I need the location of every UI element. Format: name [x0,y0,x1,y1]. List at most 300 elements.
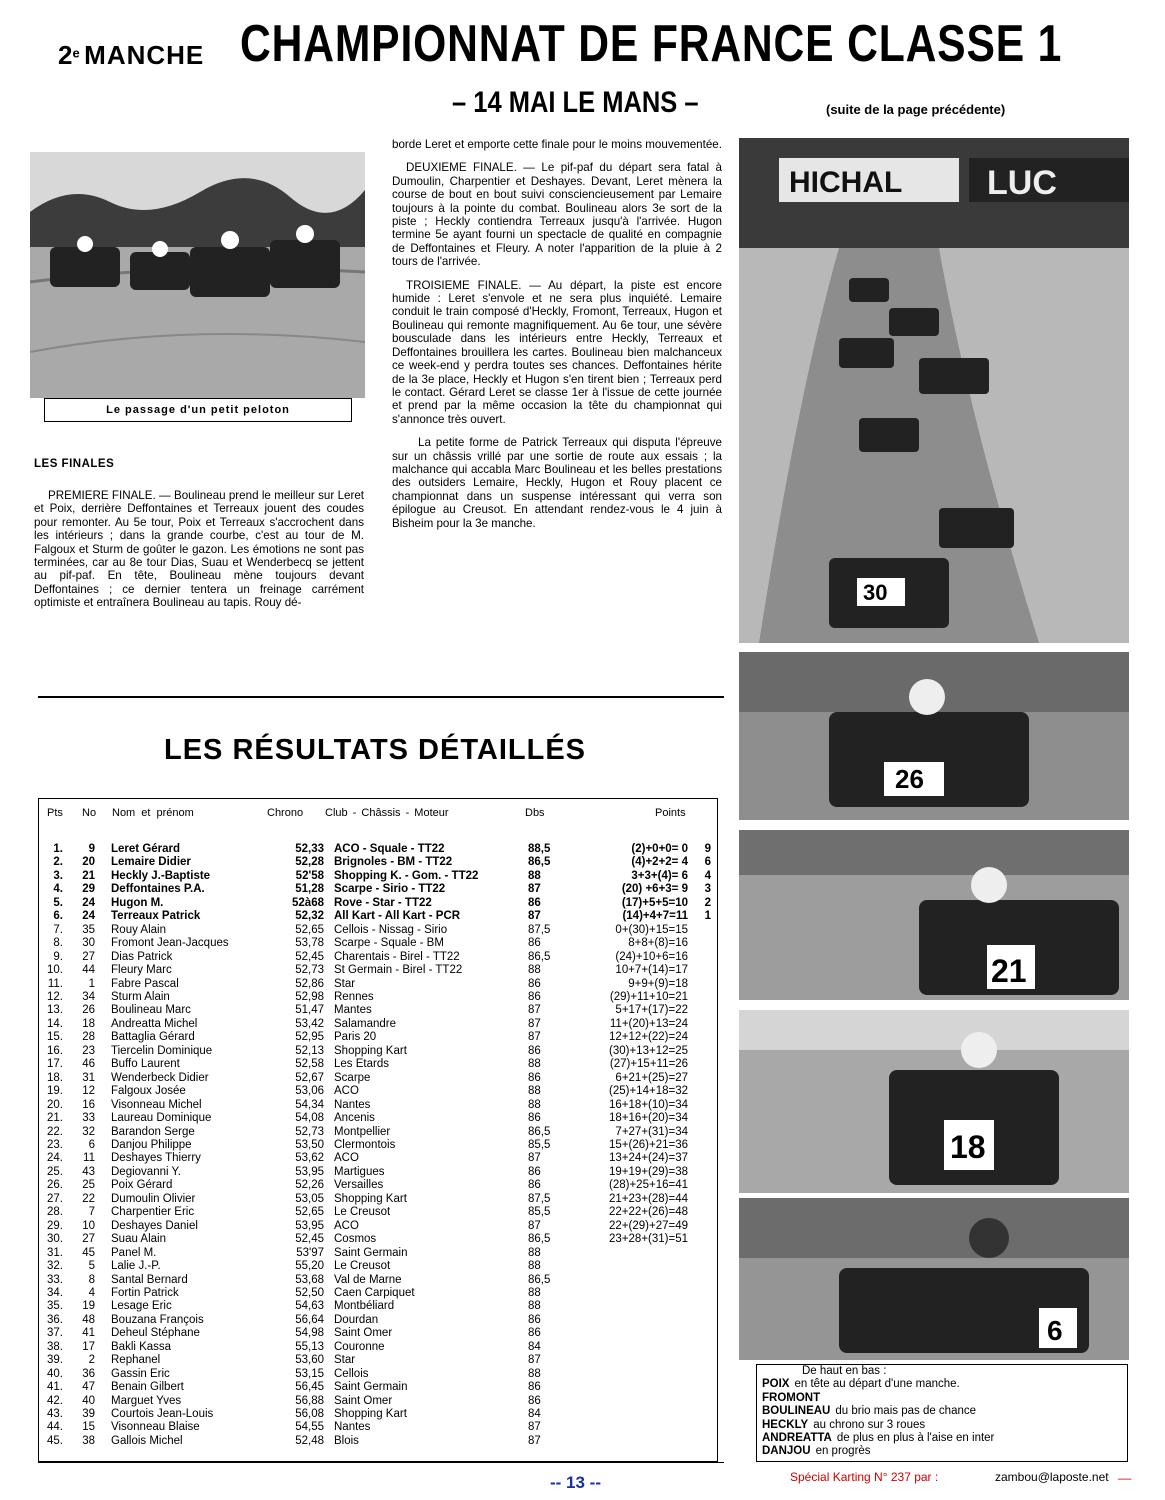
cell-club: Martigues [334,1165,385,1178]
table-row [39,1058,717,1071]
cell-name: Marguet Yves [111,1394,182,1407]
cell-club: Rennes [334,990,374,1003]
cell-dbs: 86,5 [528,1125,551,1138]
cell-name: Heckly J.-Baptiste [111,869,211,882]
cell-chrono: 54,63 [295,1300,324,1313]
table-row [39,964,717,977]
cell-bonus [694,1327,717,1340]
cell-chrono: 55,20 [295,1260,324,1273]
cell-dbs: 88 [528,1300,541,1313]
cell-chrono: 52,58 [295,1058,324,1071]
cell-number: 7 [88,1206,95,1219]
cell-points: 9+9+(9)=18 [628,977,688,990]
cell-name: Boulineau Marc [111,1004,191,1017]
cell-number: 30 [82,937,95,950]
photo-kart-18 [739,1010,1129,1193]
cell-number: 31 [82,1071,95,1084]
cell-chrono: 56,88 [295,1394,324,1407]
cell-club: Shopping Kart [334,1192,407,1205]
cell-chrono: 54,55 [295,1421,324,1434]
cell-chrono: 56,45 [295,1381,324,1394]
cell-bonus [694,1045,717,1058]
kart-number-2: 26 [895,764,924,794]
cell-chrono: 53,15 [295,1367,324,1380]
cell-chrono: 53,60 [295,1354,324,1367]
cell-number: 10 [82,1219,95,1232]
cell-number: 21 [82,869,95,882]
cell-points: 18+16+(20)=34 [609,1112,688,1125]
cell-chrono: 53,78 [295,937,324,950]
cell-club: Cosmos [334,1233,377,1246]
cell-name: Wenderbeck Didier [111,1071,209,1084]
cell-bonus [694,951,717,964]
kart-number-3: 21 [991,953,1027,989]
cell-club: Brignoles - BM - TT22 [334,856,453,869]
table-row [39,1085,717,1098]
table-row [39,870,717,883]
cell-number: 47 [82,1381,95,1394]
cell-chrono: 52,32 [295,910,324,923]
cell-chrono: 53,05 [295,1192,324,1205]
cell-dbs: 88 [528,869,541,882]
cell-dbs: 84 [528,1408,541,1421]
cell-club: Scarpe - Squale - BM [334,937,444,950]
cell-dbs: 88 [528,964,541,977]
cell-chrono: 52,67 [295,1071,324,1084]
cell-bonus [694,1341,717,1354]
cell-points: 21+23+(28)=44 [609,1192,688,1205]
cell-chrono: 53'97 [296,1246,324,1259]
round-label [58,40,204,71]
cell-number: 8 [88,1273,95,1286]
cell-rank: 30. [47,1233,63,1246]
cell-rank: 33. [47,1273,63,1286]
cell-rank: 27. [47,1192,63,1205]
cell-dbs: 86,5 [528,950,551,963]
cell-rank: 6. [53,910,63,923]
cell-chrono: 52,86 [295,977,324,990]
cell-name: Dias Patrick [111,950,173,963]
cell-name: Rouy Alain [111,923,166,936]
cell-name: Fortin Patrick [111,1286,179,1299]
cell-club: Salamandre [334,1017,397,1030]
cell-name: Sturm Alain [111,990,170,1003]
cell-bonus [694,1354,717,1367]
cell-name: Lalie J.-P. [111,1260,161,1273]
caption-text: en progrès [815,1445,871,1458]
cell-bonus: 3 [704,883,711,896]
cell-club: All Kart - All Kart - PCR [334,910,461,923]
kart-number-4: 18 [950,1129,986,1165]
cell-dbs: 88 [528,1058,541,1071]
caption-line [762,1378,1127,1391]
cell-name: Benain Gilbert [111,1381,184,1394]
cell-number: 2 [88,1354,95,1367]
cell-chrono: 51,47 [295,1004,324,1017]
cell-points: 7+27+(31)=34 [615,1125,688,1138]
cell-name: Bakli Kassa [111,1340,172,1353]
cell-dbs: 86,5 [528,1233,551,1246]
col-header-pts: Pts [47,807,63,819]
page-number: -- 13 -- [550,1473,601,1492]
cell-rank: 43. [47,1408,63,1421]
caption-subject: POIX [762,1378,790,1391]
cell-dbs: 86 [528,1394,541,1407]
finales-heading: LES FINALES [34,458,115,470]
cell-rank: 34. [47,1286,63,1299]
cell-number: 22 [82,1192,95,1205]
cell-rank: 18. [47,1071,63,1084]
footer-rule [38,1462,724,1463]
cell-rank: 2. [53,856,63,869]
cell-name: Deheul Stéphane [111,1327,200,1340]
cell-name: Leret Gérard [111,843,181,855]
cell-dbs: 87 [528,910,541,923]
cell-dbs: 86 [528,990,541,1003]
first-final-continued: borde Leret et emporte cette finale pour le moins mouvementée. [392,138,722,151]
cell-dbs: 87,5 [528,1192,551,1205]
cell-chrono: 55,13 [295,1340,324,1353]
cell-points: 6+21+(25)=27 [615,1071,688,1084]
table-row [39,1018,717,1031]
table-row [39,897,717,910]
cell-chrono: 52,65 [295,1206,324,1219]
round-suffix: e [72,45,80,61]
cell-number: 5 [88,1260,95,1273]
cell-rank: 32. [47,1260,63,1273]
cell-name: Gallois Michel [111,1434,183,1447]
cell-name: Visonneau Blaise [111,1421,200,1434]
cell-dbs: 86 [528,1179,541,1192]
table-row [39,1247,717,1260]
photo-kart-21 [739,830,1129,1000]
caption-subject: HECKLY [762,1418,809,1431]
cell-club: Shopping Kart [334,1408,407,1421]
cell-number: 34 [82,990,95,1003]
cell-dbs: 87 [528,883,541,896]
cell-rank: 35. [47,1300,63,1313]
table-row [39,1045,717,1058]
cell-points: (25)+14+18=32 [609,1085,688,1098]
cell-rank: 39. [47,1354,63,1367]
cell-points: (28)+25+16=41 [609,1179,688,1192]
cell-points: 22+22+(26)=48 [609,1206,688,1219]
cell-number: 39 [82,1408,95,1421]
cell-name: Laureau Dominique [111,1112,212,1125]
cell-bonus [694,1247,717,1260]
cell-club: Caen Carpiquet [334,1286,415,1299]
cell-number: 24 [82,910,95,923]
cell-name: Fromont Jean-Jacques [111,937,229,950]
cell-points [572,1287,694,1300]
cell-club: Le Creusot [334,1206,391,1219]
cell-points: (20) +6+3= 9 [621,883,688,896]
cell-number: 25 [82,1179,95,1192]
cell-number: 23 [82,1044,95,1057]
cell-chrono: 53,68 [295,1273,324,1286]
cell-bonus [694,1193,717,1206]
caption-text: De haut en bas : [802,1365,887,1377]
cell-points: 23+28+(31)=51 [609,1233,688,1246]
caption-line [762,1365,1127,1378]
cell-number: 45 [82,1246,95,1259]
cell-club: ACO - Squale - TT22 [334,843,445,855]
cell-chrono: 52,26 [295,1179,324,1192]
banner-right-text: LUC [987,164,1057,202]
cell-rank: 23. [47,1138,63,1151]
cell-chrono: 52,65 [295,923,324,936]
table-row [39,1287,717,1300]
cell-dbs: 87 [528,1354,541,1367]
cell-bonus [694,1287,717,1300]
cell-dbs: 86,5 [528,856,551,869]
cell-dbs: 87 [528,1004,541,1017]
caption-text: au chrono sur 3 roues [813,1418,926,1431]
cell-name: Deshayes Thierry [111,1152,201,1165]
cell-points: 22+(29)+27=49 [609,1219,688,1232]
cell-club: Cellois - Nissag - Sirio [334,923,448,936]
cell-points [572,1395,694,1408]
page-title: CHAMPIONNAT DE FRANCE CLASSE 1 [240,15,1063,73]
kart-number-5: 6 [1047,1315,1063,1346]
cell-dbs: 87 [528,1152,541,1165]
table-row [39,1004,717,1017]
cell-dbs: 85,5 [528,1206,551,1219]
cell-bonus [694,937,717,950]
cell-points: (29)+11+10=21 [609,990,688,1003]
cell-rank: 29. [47,1219,63,1232]
cell-dbs: 86,5 [528,1273,551,1286]
cell-points: (17)+5+5=10 [621,896,688,909]
cell-club: ACO [334,1085,359,1098]
cell-name: Poix Gérard [111,1179,173,1192]
cell-name: Bouzana François [111,1313,204,1326]
cell-club: Dourdan [334,1313,379,1326]
table-row [39,937,717,950]
cell-number: 4 [88,1286,95,1299]
cell-rank: 20. [47,1098,63,1111]
cell-number: 18 [82,1017,95,1030]
table-row [39,1072,717,1085]
cell-dbs: 86 [528,1071,541,1084]
col-header-points: Points [655,807,686,819]
cell-club: Nantes [334,1098,371,1111]
cell-number: 24 [82,896,95,909]
cell-bonus [694,1220,717,1233]
table-row [39,1193,717,1206]
cell-name: Dumoulin Olivier [111,1192,196,1205]
cell-rank: 16. [47,1044,63,1057]
cell-bonus [694,1300,717,1313]
cell-rank: 28. [47,1206,63,1219]
cell-chrono: 52à68 [292,896,324,909]
cell-chrono: 54,98 [295,1327,324,1340]
cell-number: 46 [82,1058,95,1071]
cell-chrono: 53,95 [295,1165,324,1178]
cell-club: Scarpe - Sirio - TT22 [334,883,446,896]
caption-line [762,1392,1127,1405]
table-row [39,1435,717,1448]
cell-rank: 21. [47,1112,63,1125]
cell-points [572,1381,694,1394]
cell-name: Deshayes Daniel [111,1219,198,1232]
cell-number: 29 [82,883,95,896]
cell-points [572,1341,694,1354]
cell-name: Lesage Eric [111,1300,172,1313]
table-row [39,1206,717,1219]
text-column-middle [392,138,722,540]
caption-subject: ANDREATTA [762,1432,832,1445]
results-table-frame [38,798,718,1462]
cell-name: Danjou Philippe [111,1138,192,1151]
photos-caption-box [756,1364,1128,1462]
cell-rank: 5. [53,896,63,909]
cell-name: Fabre Pascal [111,977,179,990]
table-row [39,1368,717,1381]
cell-points: (24)+10+6=16 [615,950,688,963]
cell-dbs: 86 [528,1112,541,1125]
photo-start [739,138,1129,643]
cell-bonus [694,1139,717,1152]
cell-rank: 44. [47,1421,63,1434]
cell-dbs: 87 [528,1031,541,1044]
col-header-club: Club - Châssis - Moteur [325,807,449,819]
caption-text: du brio mais pas de chance [835,1405,977,1418]
text-column-left [34,489,364,620]
cell-rank: 26. [47,1179,63,1192]
cell-chrono: 52'58 [295,869,324,882]
caption-line [762,1445,1127,1458]
cell-name: Hugon M. [111,896,164,909]
cell-points: (4)+2+2= 4 [631,856,688,869]
footer-credit: Spécial Karting N° 237 par : [790,1470,939,1484]
cell-number: 6 [88,1138,95,1151]
cell-name: Panel M. [111,1246,157,1259]
cell-bonus [694,978,717,991]
cell-bonus [694,1004,717,1017]
cell-dbs: 88 [528,1246,541,1259]
cell-chrono: 53,42 [295,1017,324,1030]
cell-points [572,1260,694,1273]
table-row [39,1354,717,1367]
cell-points: 12+12+(22)=24 [609,1031,688,1044]
cell-points [572,1327,694,1340]
kart-number-1: 30 [863,580,888,605]
photo-kart-26 [739,652,1129,820]
round-number: 2 [58,40,73,70]
photos-caption [757,1365,1127,1459]
caption-subject: BOULINEAU [762,1405,831,1418]
cell-number: 35 [82,923,95,936]
cell-dbs: 86 [528,977,541,990]
cell-rank: 42. [47,1394,63,1407]
cell-rank: 14. [47,1017,63,1030]
cell-dbs: 86 [528,1165,541,1178]
cell-bonus [694,1166,717,1179]
cell-name: Gassin Eric [111,1367,170,1380]
cell-bonus [694,1435,717,1448]
table-row [39,1139,717,1152]
table-row [39,843,717,856]
cell-chrono: 53,95 [295,1219,324,1232]
cell-club: ACO [334,1152,359,1165]
table-row [39,1260,717,1273]
cell-club: Saint Omer [334,1394,393,1407]
cell-rank: 36. [47,1313,63,1326]
cell-dbs: 86 [528,1313,541,1326]
cell-name: Tiercelin Dominique [111,1044,213,1057]
cell-rank: 1. [53,843,63,855]
results-heading: LES RÉSULTATS DÉTAILLÉS [164,734,587,766]
cell-points: 16+18+(10)=34 [609,1098,688,1111]
cell-points: (30)+13+12=25 [609,1044,688,1057]
footer-email[interactable]: zambou@laposte.net [995,1470,1109,1484]
cell-rank: 12. [47,990,63,1003]
cell-club: ACO [334,1219,359,1232]
cell-club: Shopping K. - Gom. - TT22 [334,869,479,882]
cell-bonus [694,1408,717,1421]
caption-subject: DANJOU [762,1445,811,1458]
cell-chrono: 52,33 [295,843,324,855]
cell-chrono: 52,45 [295,1233,324,1246]
cell-bonus [694,1233,717,1246]
cell-points [572,1247,694,1260]
cell-dbs: 88 [528,1260,541,1273]
section-divider [38,696,724,698]
table-row [39,1274,717,1287]
cell-dbs: 86 [528,1044,541,1057]
cell-points: 11+(20)+13=24 [609,1017,688,1030]
table-row [39,991,717,1004]
cell-points [572,1368,694,1381]
cell-bonus: 1 [704,910,711,923]
col-header-no: No [82,807,97,819]
cell-chrono: 54,34 [295,1098,324,1111]
cell-chrono: 51,28 [295,883,324,896]
cell-club: Blois [334,1434,359,1447]
cell-chrono: 52,48 [295,1434,324,1447]
cell-name: Fleury Marc [111,964,172,977]
caption-text: de plus en plus à l'aise en inter [836,1432,995,1445]
cell-bonus: 4 [704,869,711,882]
cell-rank: 22. [47,1125,63,1138]
cell-points: 5+17+(17)=22 [615,1004,688,1017]
cell-points [572,1314,694,1327]
cell-chrono: 52,50 [295,1286,324,1299]
table-row [39,910,717,923]
cell-bonus [694,1260,717,1273]
cell-points [572,1300,694,1313]
cell-club: Les Etards [334,1058,389,1071]
continued-note: (suite de la page précédente) [826,102,1006,117]
cell-dbs: 88 [528,1085,541,1098]
cell-dbs: 88 [528,1286,541,1299]
cell-club: Nantes [334,1421,371,1434]
cell-rank: 7. [53,923,63,936]
cell-rank: 3. [53,869,63,882]
banner-left-text: HICHAL [789,166,903,199]
results-table [39,843,717,1448]
cell-points: 10+7+(14)=17 [615,964,688,977]
cell-number: 26 [82,1004,95,1017]
cell-rank: 19. [47,1085,63,1098]
cell-chrono: 52,13 [295,1044,324,1057]
cell-number: 1 [88,977,95,990]
cell-bonus [694,964,717,977]
cell-points: 3+3+(4)= 6 [631,869,688,882]
table-row [39,1126,717,1139]
cell-name: Falgoux Josée [111,1085,186,1098]
